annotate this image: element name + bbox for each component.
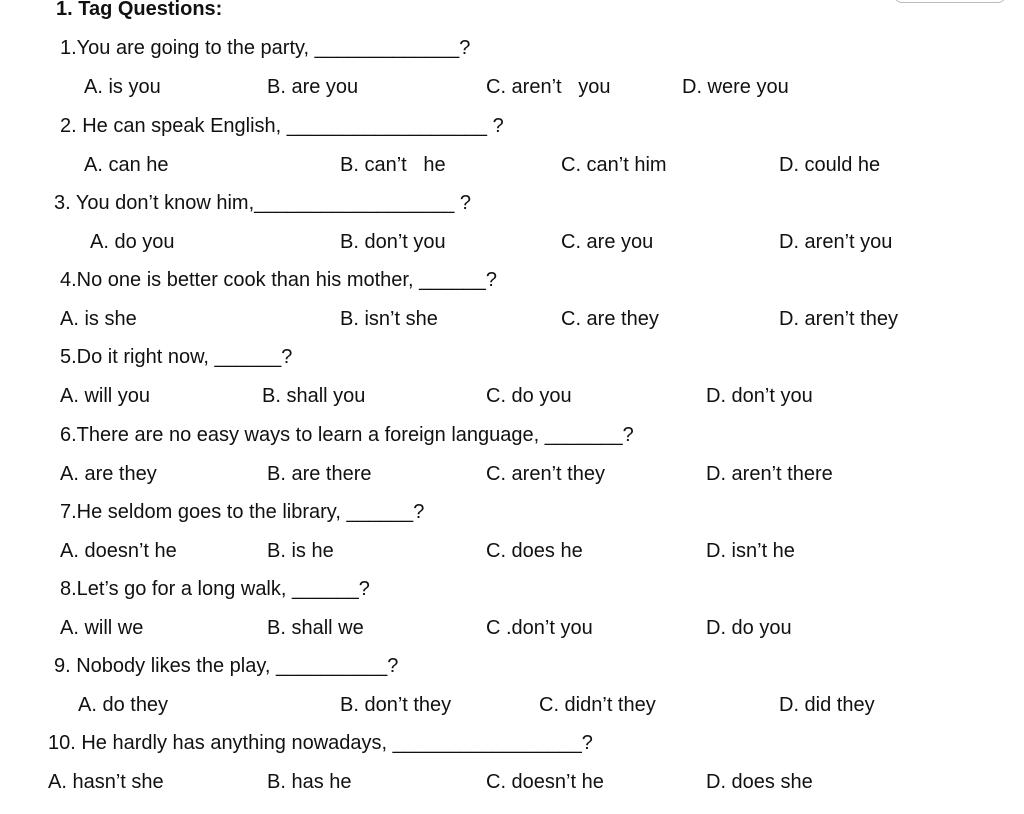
question-2 [60, 114, 504, 138]
option-4a[interactable]: A. is she [60, 308, 137, 330]
option-5b[interactable]: B. shall you [262, 385, 366, 407]
question-mark: ? [281, 346, 293, 368]
option-9c[interactable]: C. didn’t they [539, 694, 656, 716]
answer-blank-1[interactable]: _____________ [314, 37, 460, 59]
question-mark: ? [459, 37, 471, 59]
answer-blank-2[interactable]: __________________ [286, 115, 488, 137]
question-9 [54, 654, 398, 678]
option-7c[interactable]: C. does he [486, 540, 583, 562]
answer-blank-6[interactable]: _______ [544, 424, 623, 446]
option-5a[interactable]: A. will you [60, 385, 151, 407]
option-6a[interactable]: A. are they [60, 463, 157, 485]
question-mark: ? [358, 578, 370, 600]
question-mark: ? [487, 115, 504, 137]
question-mark: ? [387, 655, 399, 677]
answer-blank-9[interactable]: __________ [275, 655, 388, 677]
question-3 [54, 191, 471, 215]
question-10 [48, 731, 593, 755]
answer-blank-5[interactable]: ______ [214, 346, 282, 368]
option-10d[interactable]: D. does she [706, 771, 813, 793]
option-2d[interactable]: D. could he [779, 154, 881, 176]
option-10a[interactable]: A. hasn’t she [48, 771, 164, 793]
option-7b[interactable]: B. is he [267, 540, 334, 562]
option-7d[interactable]: D. isn’t he [706, 540, 795, 562]
option-9d[interactable]: D. did they [779, 694, 875, 716]
option-9b[interactable]: B. don’t they [340, 694, 452, 716]
option-1d[interactable]: D. were you [682, 76, 789, 98]
option-10b[interactable]: B. has he [267, 771, 352, 793]
option-3b[interactable]: B. don’t you [340, 231, 446, 253]
option-7a[interactable]: A. doesn’t he [60, 540, 177, 562]
question-mark: ? [454, 192, 472, 214]
question-3-stem: 3. You don’t know him, [54, 192, 255, 214]
option-1b[interactable]: B. are you [267, 76, 359, 98]
option-1a[interactable]: A. is you [84, 76, 161, 98]
option-8a[interactable]: A. will we [60, 617, 144, 639]
question-6-stem: 6.There are no easy ways to learn a foreign language, [60, 424, 545, 446]
option-10c[interactable]: C. doesn’t he [486, 771, 604, 793]
question-4-stem: 4.No one is better cook than his mother, [60, 269, 420, 291]
question-7 [60, 500, 424, 524]
question-4 [60, 268, 497, 292]
answer-blank-10[interactable]: _________________ [392, 732, 582, 754]
option-2b[interactable]: B. can’t he [340, 154, 446, 176]
option-3c[interactable]: C. are you [561, 231, 654, 253]
option-3a[interactable]: A. do you [90, 231, 175, 253]
option-4c[interactable]: C. are they [561, 308, 659, 330]
option-2c[interactable]: C. can’t him [561, 154, 667, 176]
question-6 [60, 423, 634, 447]
option-4d[interactable]: D. aren’t they [779, 308, 898, 330]
question-8-stem: 8.Let’s go for a long walk, [60, 578, 292, 600]
option-6d[interactable]: D. aren’t there [706, 463, 833, 485]
option-2a[interactable]: A. can he [84, 154, 169, 176]
question-5 [60, 345, 292, 369]
option-1c[interactable]: C. aren’t you [486, 76, 611, 98]
question-mark: ? [485, 269, 497, 291]
question-8 [60, 577, 370, 601]
option-4b[interactable]: B. isn’t she [340, 308, 438, 330]
answer-blank-8[interactable]: ______ [292, 578, 359, 600]
option-5c[interactable]: C. do you [486, 385, 572, 407]
question-10-stem: 10. He hardly has anything nowadays, [48, 732, 393, 754]
option-9a[interactable]: A. do they [78, 694, 169, 716]
question-1 [60, 36, 470, 60]
option-6b[interactable]: B. are there [267, 463, 372, 485]
option-5d[interactable]: D. don’t you [706, 385, 813, 407]
option-6c[interactable]: C. aren’t they [486, 463, 605, 485]
question-mark: ? [622, 424, 634, 446]
page-title: 1. Tag Questions: [56, 0, 223, 20]
option-8c[interactable]: C .don’t you [486, 617, 593, 639]
question-2-stem: 2. He can speak English, [60, 115, 287, 137]
option-3d[interactable]: D. aren’t you [779, 231, 893, 253]
page-corner-decoration [894, 0, 1006, 3]
option-8b[interactable]: B. shall we [267, 617, 364, 639]
question-mark: ? [413, 501, 425, 523]
question-mark: ? [581, 732, 593, 754]
question-1-stem: 1.You are going to the party, [60, 37, 315, 59]
question-9-stem: 9. Nobody likes the play, [54, 655, 276, 677]
question-5-stem: 5.Do it right now, [60, 346, 215, 368]
answer-blank-7[interactable]: ______ [346, 501, 414, 523]
option-8d[interactable]: D. do you [706, 617, 792, 639]
answer-blank-4[interactable]: ______ [419, 269, 486, 291]
answer-blank-3[interactable]: __________________ [254, 192, 455, 214]
question-7-stem: 7.He seldom goes to the library, [60, 501, 347, 523]
